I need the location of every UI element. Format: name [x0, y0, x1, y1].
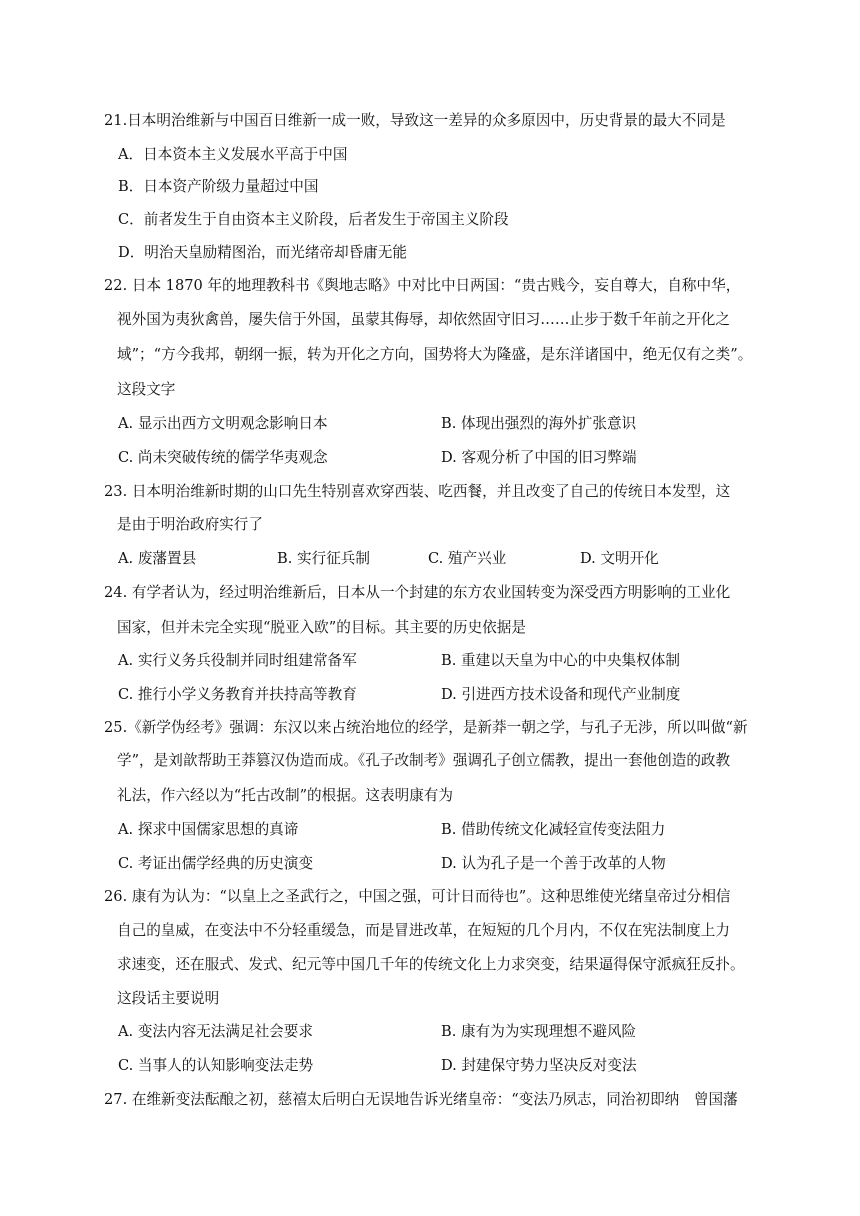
- question-21-option-b: B．日本资产阶级力量超过中国: [118, 178, 319, 195]
- question-25-stem-line-3: 礼法，作六经以为“托古改制”的根据。这表明康有为: [117, 787, 453, 804]
- question-26-option-c: C. 当事人的认知影响变法走势: [118, 1057, 314, 1074]
- question-25-stem-line-1: 25.《新学伪经考》强调：东汉以来占统治地位的经学，是新莽一朝之学，与孔子无涉，所以叫做“新: [104, 719, 748, 736]
- question-24-option-d: D. 引进西方技术设备和现代产业制度: [441, 686, 681, 703]
- question-26-stem-line-4: 这段话主要说明: [117, 990, 220, 1007]
- question-24-option-a: A. 实行义务兵役制并同时组建常备军: [118, 652, 357, 669]
- question-25-option-a: A. 探求中国儒家思想的真谛: [118, 821, 299, 838]
- question-22-stem-line-4: 这段文字: [117, 381, 176, 398]
- question-21-stem: 21.日本明治维新与中国百日维新一成一败，导致这一差异的众多原因中，历史背景的最大不同是: [104, 112, 726, 129]
- question-21-option-d: D．明治天皇励精图治，而光绪帝却昏庸无能: [118, 244, 407, 261]
- question-24-option-b: B. 重建以天皇为中心的中央集权体制: [441, 652, 680, 669]
- question-26-stem-line-2: 自己的皇威，在变法中不分轻重缓急，而是冒进改革，在短短的几个月内，不仅在宪法制度上力: [117, 922, 730, 939]
- question-26-option-d: D. 封建保守势力坚决反对变法: [441, 1057, 637, 1074]
- question-21-option-a: A．日本资本主义发展水平高于中国: [118, 146, 348, 163]
- question-26-stem-line-3: 求速变，还在服式、发式、纪元等中国几千年的传统文化上力求突变，结果逼得保守派疯狂反扑。: [117, 956, 745, 973]
- question-24-stem-line-2: 国家，但并未完全实现“脱亚入欧”的目标。其主要的历史依据是: [117, 619, 526, 636]
- question-25-option-c: C. 考证出儒学经典的历史演变: [118, 855, 314, 872]
- question-21-option-c: C．前者发生于自由资本主义阶段，后者发生于帝国主义阶段: [118, 211, 509, 228]
- question-23-option-c: C. 殖产兴业: [428, 550, 507, 567]
- question-25-option-b: B. 借助传统文化减轻宣传变法阻力: [441, 821, 666, 838]
- question-25-stem-line-2: 学”，是刘歆帮助王莽篡汉伪造而成。《孔子改制考》强调孔子创立儒教，提出一套他创造的政教: [117, 752, 731, 769]
- question-22-stem-line-3: 域”；“方今我邦，朝纲一振，转为开化之方向，国势将大为隆盛，是东洋诸国中，绝无仅有之类”。: [117, 346, 753, 363]
- question-22-option-d: D. 客观分析了中国的旧习弊端: [441, 449, 637, 466]
- question-22-option-b: B. 体现出强烈的海外扩张意识: [441, 415, 637, 432]
- question-23-stem-line-2: 是由于明治政府实行了: [117, 516, 263, 533]
- question-22-stem-line-2: 视外国为夷狄禽兽，屡失信于外国，虽蒙其侮辱，却依然固守旧习……止步于数千年前之开化之: [117, 311, 730, 328]
- question-22-option-c: C. 尚未突破传统的儒学华夷观念: [118, 449, 328, 466]
- question-23-option-a: A. 废藩置县: [118, 550, 197, 567]
- question-27-stem-line-1: 27. 在维新变法酝酿之初，慈禧太后明白无误地告诉光绪皇帝：“变法乃夙志，同治初即纳 曾国藩: [104, 1091, 738, 1108]
- question-26-stem-line-1: 26. 康有为认为：“以皇上之圣武行之，中国之强，可计日而待也”。这种思维使光绪皇帝过分相信: [104, 888, 731, 905]
- question-23-option-d: D. 文明开化: [580, 550, 659, 567]
- question-26-option-b: B. 康有为为实现理想不避风险: [441, 1023, 637, 1040]
- question-24-option-c: C. 推行小学义务教育并扶持高等教育: [118, 686, 357, 703]
- question-23-option-b: B. 实行征兵制: [277, 550, 370, 567]
- question-26-option-a: A. 变法内容无法满足社会要求: [118, 1023, 313, 1040]
- question-25-option-d: D. 认为孔子是一个善于改革的人物: [441, 855, 666, 872]
- question-22-stem-line-1: 22. 日本 1870 年的地理教科书《舆地志略》中对比中日两国：“贵古贱今，妄自尊大，自称中华，: [104, 277, 741, 294]
- question-24-stem-line-1: 24. 有学者认为，经过明治维新后，日本从一个封建的东方农业国转变为深受西方明影响的工业化: [104, 584, 731, 601]
- question-22-option-a: A. 显示出西方文明观念影响日本: [118, 415, 328, 432]
- question-23-stem-line-1: 23. 日本明治维新时期的山口先生特别喜欢穿西装、吃西餐，并且改变了自己的传统日本发型，这: [104, 483, 731, 500]
